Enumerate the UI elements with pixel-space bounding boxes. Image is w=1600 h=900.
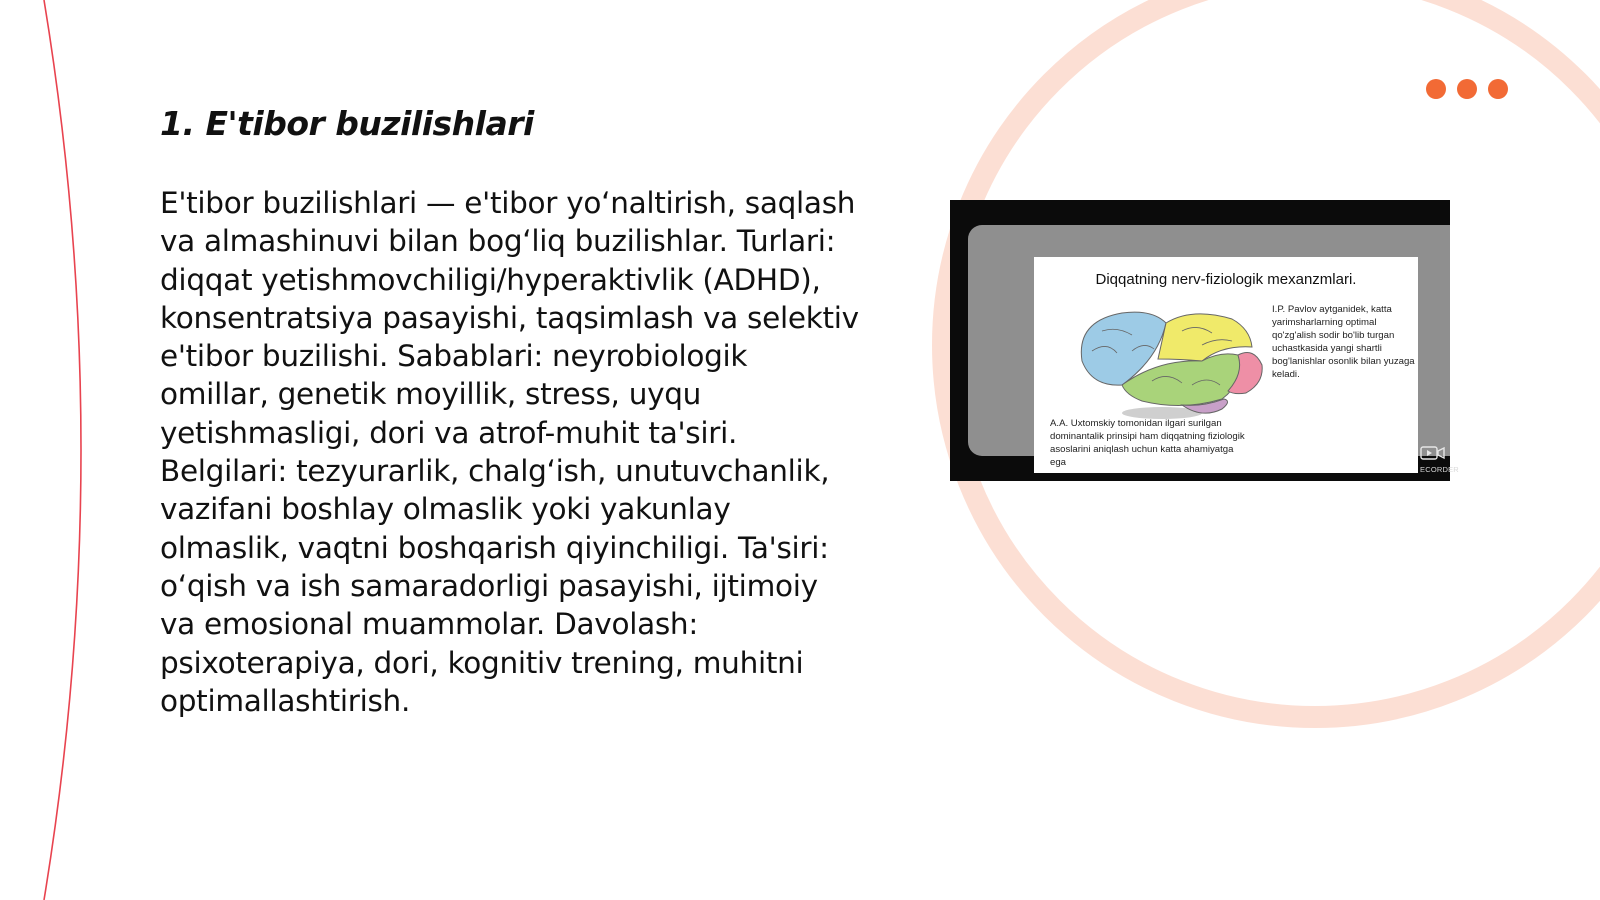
recorder-label: ECORDER <box>1420 465 1459 474</box>
dot <box>1426 79 1446 99</box>
slide-title: 1. E'tibor buzilishlari <box>160 104 534 143</box>
dot <box>1488 79 1508 99</box>
dot <box>1457 79 1477 99</box>
video-slide <box>1034 257 1418 473</box>
brain-illustration <box>1062 301 1272 421</box>
video-frame <box>968 225 1459 474</box>
decorative-left-line <box>44 0 81 900</box>
pavlov-quote: I.P. Pavlov aytganidek, katta yarimsharlarning optimal qo'zg'alish sodir bo'lib turgan uchastkasida yangi shartli bog'lanishlar osonlik bilan yuzaga keladi. <box>1272 304 1415 380</box>
embedded-video[interactable] <box>950 200 1459 481</box>
slide-body-text: E'tibor buzilishlari — e'tibor yo‘naltirish, saqlash va almashinuvi bilan bog‘liq buzilishlar. Turlari: diqqat yetishmovchiligi/hyperaktivlik (ADHD), konsentratsiya pasayishi, taqsimlash va selektiv e'tibor buzilishi. Sabablari: neyrobiologik omillar, genetik moyillik, stress, uyqu yetishmasligi, dori va atrof-muhit ta'siri. Belgilari: tezyurarlik, chalg‘ish, unutuvchanlik, vazifani boshlay olmaslik yoki yakunlay olmaslik, vaqtni boshqarish qiyinchiligi. Ta'siri: o‘qish va ish samaradorligi pasayishi, ijtimoiy va emosional muammolar. Davolash: psixoterapiya, dori, kognitiv trening, muhitni optimallashtirish. <box>160 186 859 718</box>
video-recorder-icon <box>1420 445 1446 461</box>
uxtomskiy-quote: A.A. Uxtomskiy tomonidan ilgari surilgan dominantalik prinsipi ham diqqatning fiziologik asoslarini aniqlash uchun katta ahamiyatga ega <box>1050 418 1245 468</box>
video-slide-title: Diqqatning nerv-fiziologik mexanzmlari. <box>1095 271 1357 288</box>
three-dots-icon <box>1426 79 1508 99</box>
